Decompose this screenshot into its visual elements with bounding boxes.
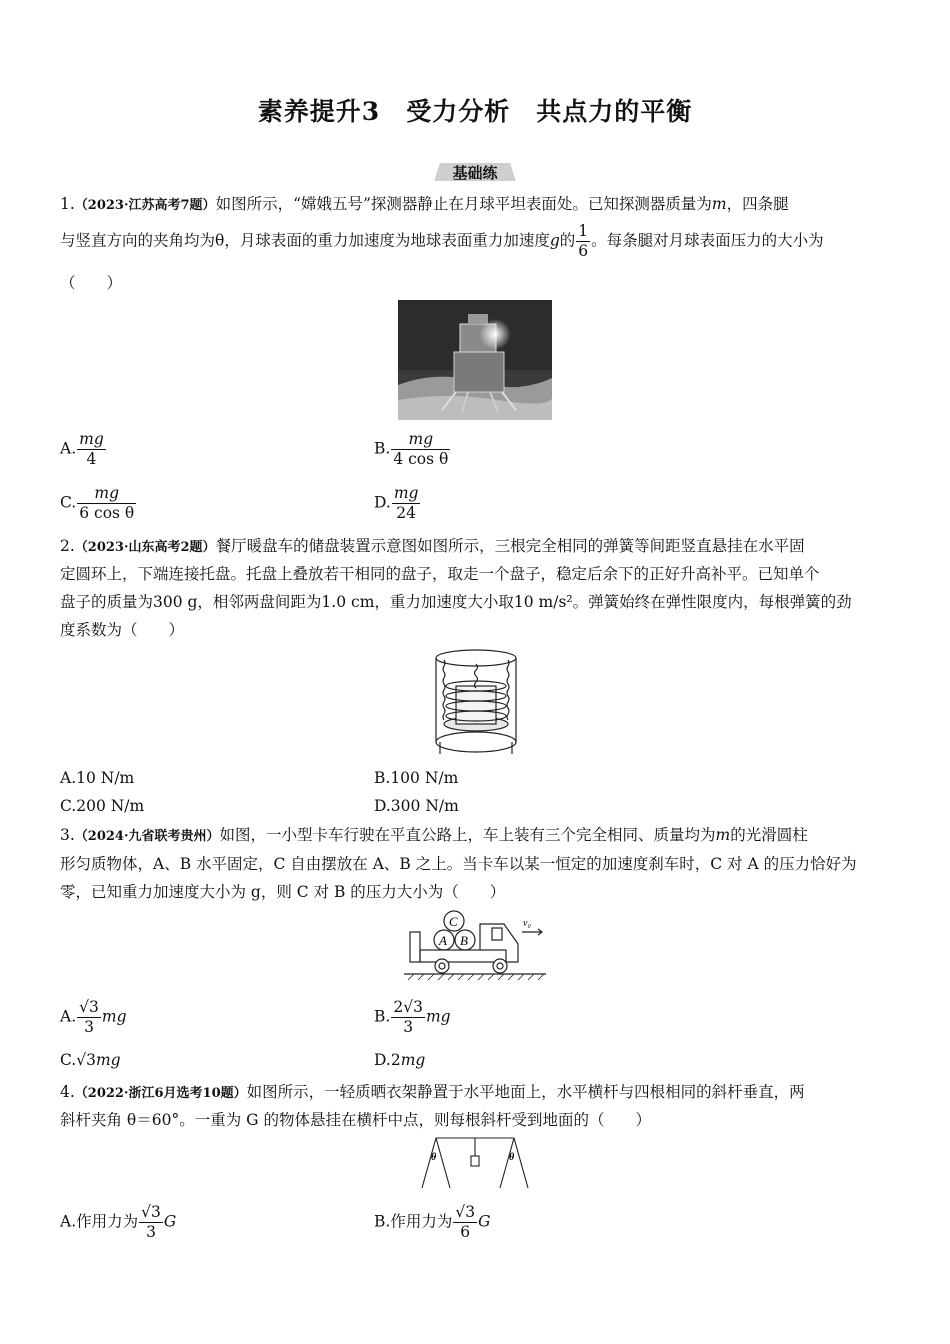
q3-option-c[interactable]: C.√3mg [60,1051,121,1069]
q1-line1: 1.（2023·江苏高考7题）如图所示，“嫦娥五号”探测器静止在月球平坦表面处。已知探测器质量为m，四条腿 [60,195,789,213]
section-tag-label: 基础练 [452,164,498,182]
q3-line1: 3.（2024·九省联考贵州）如图，一小型卡车行驶在平直公路上，车上装有三个完全相同、质量均为m的光滑圆柱 [60,826,808,844]
q4-line2: 斜杆夹角 θ＝60°。一重为 G 的物体悬挂在横杆中点，则每根斜杆受到地面的（ ） [60,1111,651,1129]
q1-answer-paren: （ ） [60,274,123,292]
q1-source: （2023·江苏高考7题） [74,198,216,213]
q2-option-c[interactable]: C.200 N/m [60,797,145,815]
q1-option-a[interactable]: A. $\frac{mg}{4}$ [60,430,104,468]
q4-source: （2022·浙江6月选考10题） [74,1086,247,1101]
q2-option-a[interactable]: A.10 N/m [60,769,135,787]
q1-fraction: $\frac{1}{6}$ [578,222,589,260]
q2-line4: 度系数为（ ） [60,621,185,639]
plate-warmer-diagram [430,646,522,758]
q2-option-d[interactable]: D.300 N/m [374,797,459,815]
q3-line3: 零，已知重力加速度大小为 g，则 C 对 B 的压力大小为（ ） [60,883,506,901]
q4-option-b[interactable]: B.作用力为 $\frac{√3}{6}$ G [374,1203,491,1241]
q4-option-a[interactable]: A.作用力为 $\frac{√3}{3}$ G [60,1203,177,1241]
q3-source: （2024·九省联考贵州） [74,829,220,844]
q2-line1: 2.（2023·山东高考2题）餐厅暖盘车的储盘装置示意图如图所示，三根完全相同的弹簧等间距竖直悬挂在水平固 [60,537,805,555]
label-c: C [449,914,458,929]
lander-photo [398,300,552,420]
q2-line3: 盘子的质量为300 g，相邻两盘间距为1.0 cm，重力加速度大小取10 m/s²。弹簧始终在弹性限度内，每根弹簧的劲 [60,593,852,611]
q1-option-c[interactable]: C. $\frac{mg}{\text{6 cos θ}}$ [60,484,135,522]
label-b: B [460,933,468,948]
theta-label-right: θ [509,1152,515,1163]
q2-source: （2023·山东高考2题） [74,540,216,555]
q1-option-d[interactable]: D. $\frac{mg}{24}$ [374,484,419,522]
q1-option-b[interactable]: B. $\frac{mg}{\text{4 cos θ}}$ [374,430,449,468]
theta-label-left: θ [431,1152,437,1163]
q3-option-a[interactable]: A. $\frac{√3}{3}$ mg [60,998,127,1036]
page-title: 素养提升3 受力分析 共点力的平衡 [257,97,693,126]
q3-line2: 形匀质物体，A、B 水平固定，C 自由摆放在 A、B 之上。当卡车以某一恒定的加速度刹车时，C 对 A 的压力恰好为 [60,855,857,873]
q3-option-b[interactable]: B. $\frac{2√3}{3}$ mg [374,998,451,1036]
label-v0: v₀ [523,918,531,929]
q3-option-d[interactable]: D.2mg [374,1051,426,1069]
q2-option-b[interactable]: B.100 N/m [374,769,459,787]
truck-diagram [404,906,546,984]
q2-line2: 定圆环上，下端连接托盘。托盘上叠放若干相同的盘子，取走一个盘子，稳定后余下的正好升高补平。已知单个 [60,565,820,583]
q4-line1: 4.（2022·浙江6月选考10题）如图所示，一轻质晒衣架静置于水平地面上，水平横杆与四根相同的斜杆垂直，两 [60,1083,805,1101]
q1-line2: 与竖直方向的夹角均为θ，月球表面的重力加速度为地球表面重力加速度g的 $\frac{1}{6}$ 。每条腿对月球表面压力的大小为 [60,222,824,260]
label-a: A [439,933,447,948]
clothes-rack-diagram [418,1134,532,1190]
section-tag [432,161,518,183]
